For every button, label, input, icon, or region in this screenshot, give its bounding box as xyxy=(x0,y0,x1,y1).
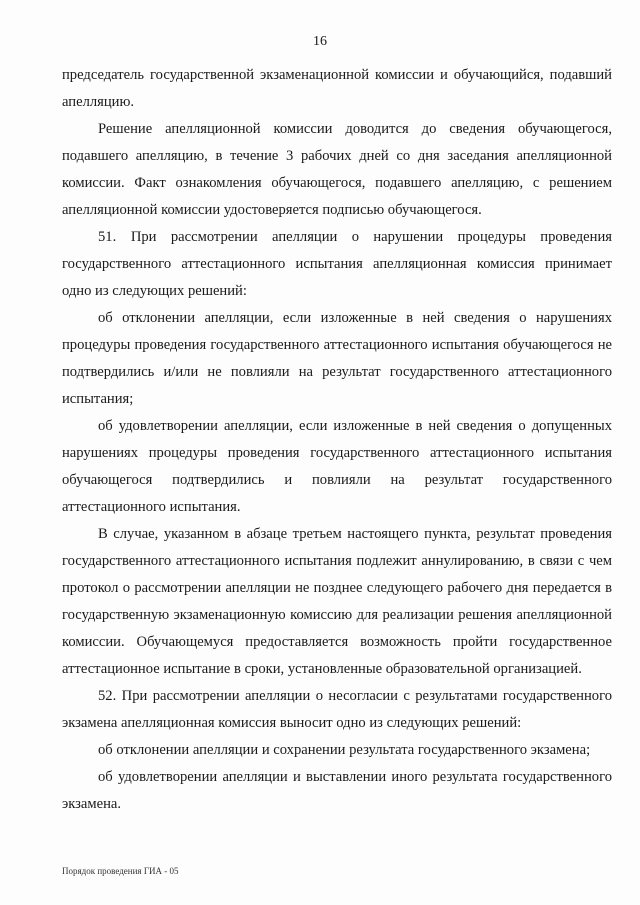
footer-note: Порядок проведения ГИА - 05 xyxy=(62,866,179,876)
paragraph-satisfy-new-result: об удовлетворении апелляции и выставлении иного результата государственного экзамена. xyxy=(62,769,612,812)
paragraph-item-52: 52. При рассмотрении апелляции о несогласии с результатами государственного экзамена апелляционная комиссия выносит одно из следующих решений: xyxy=(62,688,612,731)
paragraph-annulment: В случае, указанном в абзаце третьем настоящего пункта, результат проведения государственного аттестационного испытания подлежит аннулированию, в связи с чем протокол о рассмотрении апелляции не позднее следующего рабочего дня передается в государственную экзаменационную комиссию для реализации решения апелляционной комиссии. Обучающемуся предоставляется возможность пройти государственное аттестационное испытание в сроки, установленные образовательной организацией. xyxy=(62,526,612,677)
paragraph-reject-appeal: об отклонении апелляции, если изложенные в ней сведения о нарушениях процедуры проведения государственного аттестационного испытания обучающегося не подтвердились и/или не повлияли на результат государственного аттестационного испытания; xyxy=(62,310,612,407)
paragraph-continuation: председатель государственной экзаменационной комиссии и обучающийся, подавший апелляцию. xyxy=(62,67,612,110)
paragraph-item-51: 51. При рассмотрении апелляции о нарушении процедуры проведения государственного аттестационного испытания апелляционная комиссия принимает одно из следующих решений: xyxy=(62,229,612,299)
document-body xyxy=(62,62,612,818)
page-number: 16 xyxy=(313,34,327,49)
paragraph-decision-notice: Решение апелляционной комиссии доводится до сведения обучающегося, подавшего апелляцию, в течение 3 рабочих дней со дня заседания апелляционной комиссии. Факт ознакомления обучающегося, подавшего апелляцию, с решением апелляционной комиссии удостоверяется подписью обучающегося. xyxy=(62,121,612,218)
paragraph-reject-keep-result: об отклонении апелляции и сохранении результата государственного экзамена; xyxy=(98,742,591,758)
paragraph-satisfy-appeal: об удовлетворении апелляции, если изложенные в ней сведения о допущенных нарушениях процедуры проведения государственного аттестационного испытания обучающегося подтвердились и повлияли на результат государственного аттестационного испытания. xyxy=(62,418,612,515)
